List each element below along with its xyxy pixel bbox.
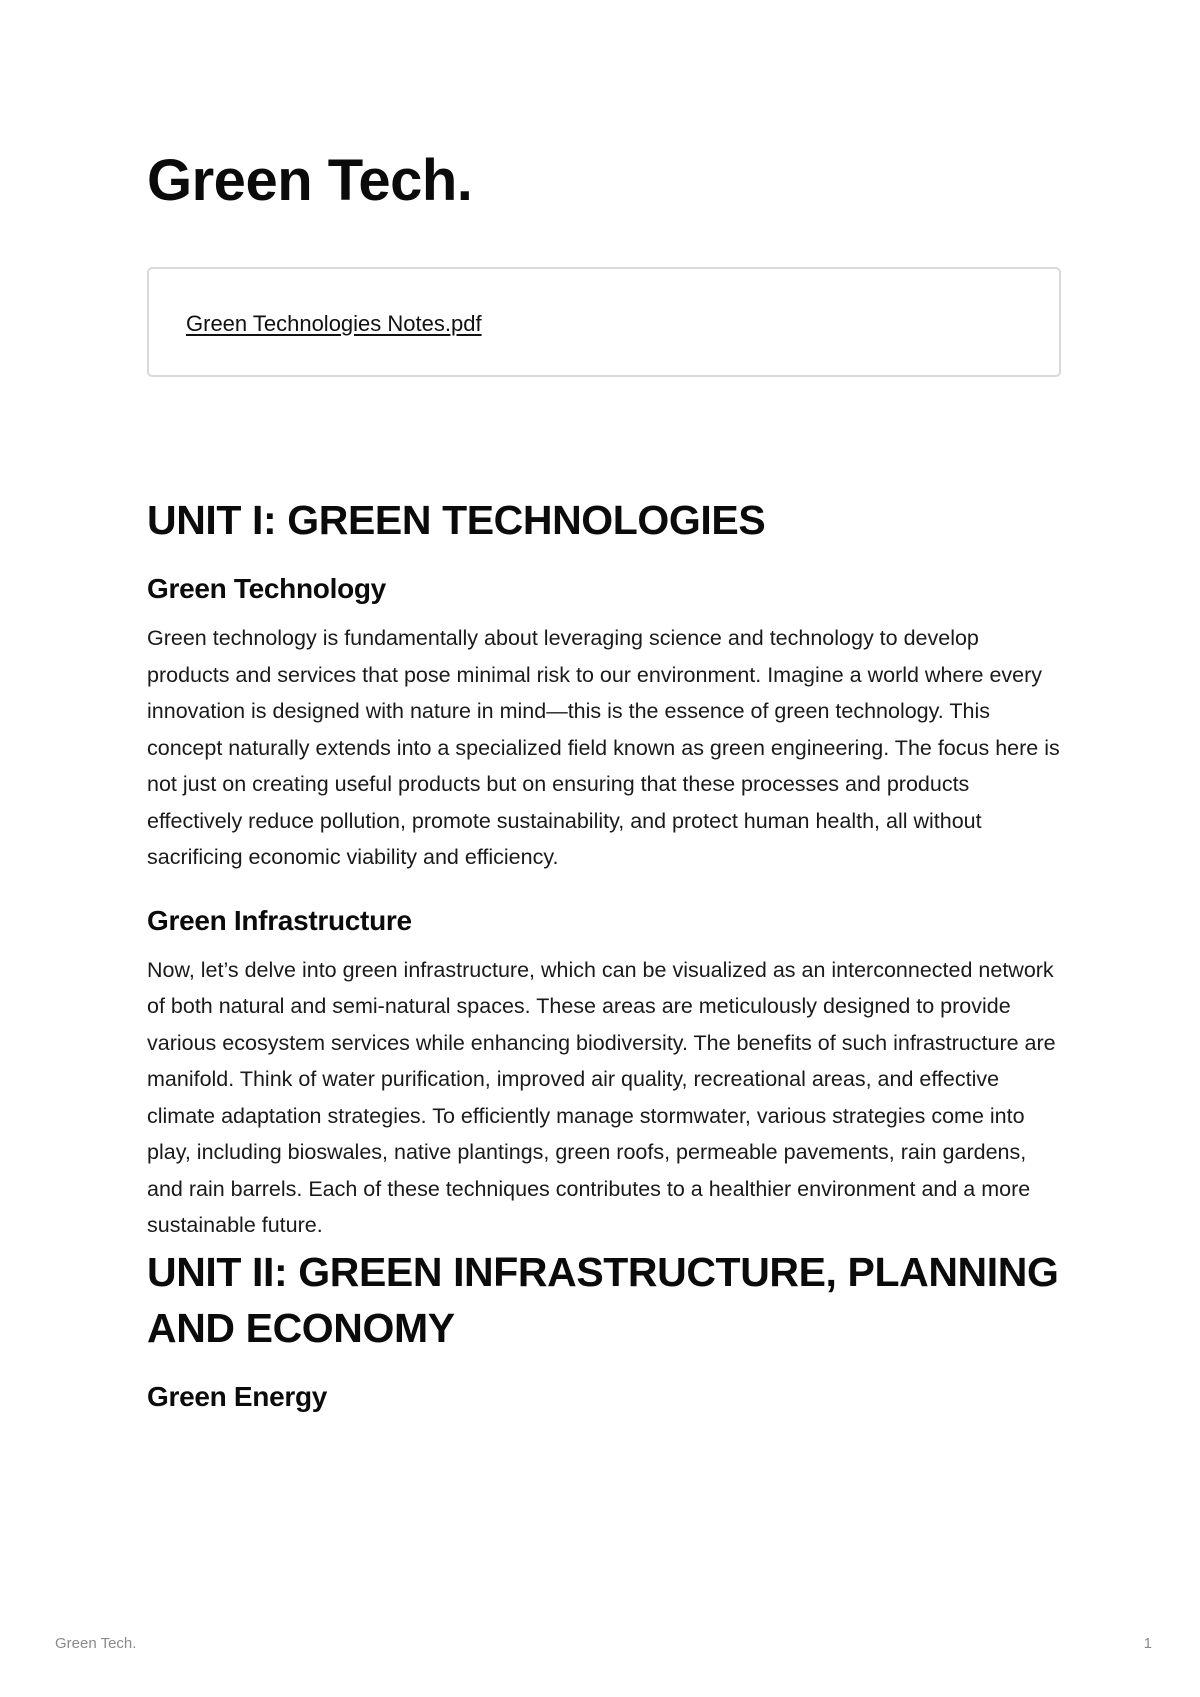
- footer-page-number: 1: [1143, 1635, 1152, 1652]
- footer-document-title: Green Tech.: [55, 1635, 137, 1652]
- document-title: Green Tech.: [147, 148, 473, 213]
- green-technology-heading: Green Technology: [147, 573, 386, 604]
- unit-2-heading: UNIT II: GREEN INFRASTRUCTURE, PLANNING AND ECONOMY: [147, 1248, 1059, 1351]
- green-infrastructure-paragraph: Now, let’s delve into green infrastructure, which can be visualized as an interconnected network of both natural and semi-natural spaces. These areas are meticulously designed to provide various ecosystem services while enhancing biodiversity. The benefits of such infrastructure are manifold. Think of water purification, improved air quality, recreational areas, and effective climate adaptation strategies. To efficiently manage stormwater, various strategies come into play, including bioswales, native plantings, green roofs, permeable pavements, rain gardens, and rain barrels. Each of these techniques contributes to a healthier environment and a more sustainable future.: [147, 957, 1056, 1237]
- attachment-link[interactable]: Green Technologies Notes.pdf: [186, 311, 482, 336]
- unit-1-heading: UNIT I: GREEN TECHNOLOGIES: [147, 497, 766, 543]
- green-technology-paragraph: Green technology is fundamentally about leveraging science and technology to develop products and services that pose minimal risk to our environment. Imagine a world where every innovation is designed with nature in mind—this is the essence of green technology. This concept naturally extends into a specialized field known as green engineering. The focus here is not just on creating useful products but on ensuring that these processes and products effectively reduce pollution, promote sustainability, and protect human health, all without sacrificing economic viability and efficiency.: [147, 626, 1060, 869]
- green-energy-heading: Green Energy: [147, 1380, 328, 1412]
- green-infrastructure-heading: Green Infrastructure: [147, 904, 412, 936]
- attachment-box: [147, 267, 1061, 377]
- document-content: [147, 492, 1065, 1428]
